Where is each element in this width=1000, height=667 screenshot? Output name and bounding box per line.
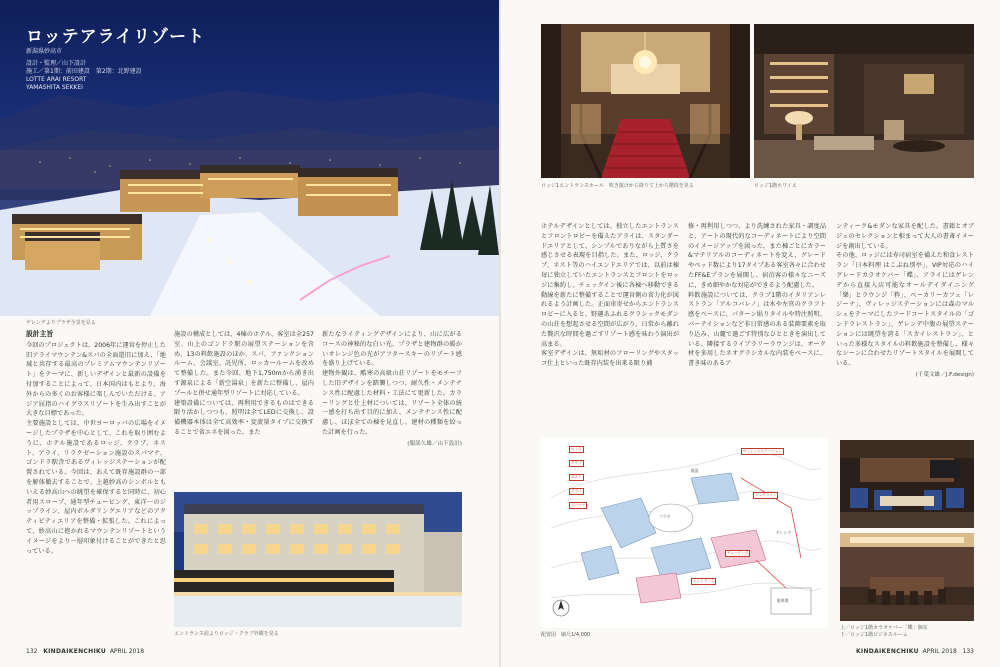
photo-entrance-hall: [541, 24, 750, 178]
paragraph: 建築設備については、再利用できるものはできる限り活かしつつも、照明は全てLEDに交換し、設備機器本体は全て高効率・変流量タイプに交換することで省エネを図った。また: [174, 399, 314, 436]
paragraph: 主要施設としては、中世ヨーロッパの広場をイメージしたプラザを中心として、これを取り囲むように、ホテル施設であるロッジ、クラブ、ネスト、アライ、リラクゼーション施設のスパマナ、ゴンドラ駅舎であるヴィレッジステーションが配置されている。今回は、あえて既存施設群の一部を解体撤去することで、上越妙高のシンボルともいえる妙高山への眺望を確保すると同時に、初心者用スロープ、通年型チュービング、東洋一のジップライン、屋内ボルダリングエリアなどのアクティビティエリアを整備・拡張した。これによって、妙高山に抱かれるマウンテンリゾートというイメージをより一層印象付けることができたと思っている。: [26, 420, 166, 555]
side-caption-top: 上／ロッジ1階カラオケバー「蝶」個室: [840, 625, 928, 631]
plan-label: 既設: [691, 468, 699, 473]
magazine-name: KINDAIKENCHIKU: [43, 648, 106, 655]
photo-illustration: [840, 533, 974, 621]
right-footer: [856, 648, 974, 655]
credit-line: LOTTE ARAI RESORT: [26, 76, 87, 83]
paragraph: 新たなライティングデザインにより、山に広がるコースの神秘的な白い光、プラザと建物群の暖かいオレンジ色の光がアフタースキーのリゾート感を盛り上げている。: [322, 331, 462, 368]
paragraph: その他、ロッジには寿司宿室を備えた和食レストラン「日本料理 はこぶね別亭」、VIP対応のハイグレードカラオケバー「蝶」、アライにはゲレンデから直接入店可能なオールデイダイニング「樂」とラウンジ「粋」、ベーカリーカフェ「レジーナ」、ヴィレッジステーションには森のマルシェをテーマにしたフードコートスタイルの「ゴンドラレストラン」、ゲレンデ中腹の展望ステーションには眺望を誇る「スカイレストラン」、といった多様なスタイルの料飲施設を整備し、様々なシーンに合わせたリゾートスタイルを展開している。: [836, 252, 974, 368]
paragraph: 客室デザインは、無垢材のフローリングやスタッコ仕上といった既存内装を出来る限り補: [541, 350, 679, 368]
credit-line: YAMASHITA SEKKEI: [26, 84, 83, 91]
magazine-name: KINDAIKENCHIKU: [855, 648, 919, 655]
right-column-2: [688, 222, 826, 432]
plan-tag: アライ: [571, 489, 582, 493]
article-credits: [26, 60, 142, 92]
plan-label: 駐車場: [777, 598, 789, 603]
photo-illustration: [541, 24, 750, 178]
paragraph: 料飲施設については、クラブ1階のイタリアンレストラン「アルコバレノ」は木や左官のクラフト感をベースに、パターン貼りタイルや特注照明、パーテイションなど非日常感のある装飾要素を取り込み、山麓で過ごす特別なひとときを演出している。隣接するライブラリーラウンジは、オーク材を多用したネオグラシカルな内装をベースに、書き味のあるア: [688, 291, 826, 368]
paragraph: 施設の構成としては、4棟のホテル、客室は全257室、山上のゴンドラ駅の展望ステーションを含め、13の料飲施設のほか、スパ、ファンクションルーム、会議室、託児所、ロッカールームを改めて整備した。また今回、地下1,750mから湧き出す源泉による「新空湯泉」を新たに整備し、屋内プールと併せ通年型リゾートに対応している。: [174, 331, 314, 397]
plan-tag: ネスト: [571, 475, 582, 479]
article-location: 新潟県妙高市: [26, 48, 63, 55]
left-column-2: [174, 330, 314, 490]
photo2-caption: ロッジ1階ホワイエ: [754, 183, 797, 189]
section-heading: 設計主旨: [26, 330, 54, 338]
paragraph: ンティーク&モダンな家具を配した。書籍とオブジェのセレクションと相まって大人の書斎イメージを創出している。: [836, 223, 974, 250]
plan-tag: チュービング: [727, 551, 749, 555]
plan-tag: ヴィレッジステーション: [743, 449, 782, 453]
site-plan: [541, 438, 828, 628]
page-number: 133: [962, 648, 974, 655]
plan-tag: エントランス: [693, 579, 715, 583]
credit-line: 施工／第1期：前田建設 第2期：北野建設: [26, 68, 142, 75]
photo-lobby-foyer: [754, 24, 974, 178]
right-column-3: [836, 222, 974, 432]
plan-tag: ジップライン: [755, 493, 777, 497]
bottom-photo-caption: エントランス前よりロッジ・クラブ外観を見る: [174, 631, 279, 637]
article-title: ロッテアライリゾート: [26, 27, 206, 47]
north-arrow-icon: [551, 598, 571, 618]
plan-tag: ロッジ: [571, 447, 582, 451]
left-column-3: [322, 330, 462, 490]
paragraph: 修・再利用しつつ、より洗練された家具・調度品と、アートの現代的なコーディネートにより空間のイメージアップを図った。また棟ごとにカラー&マテリアルのコーディネートを変え、グレードやベッド数により17タイプある客室各々に合わせたFF&Eプランを展開し、宿泊客の様々なニーズに、きめ細やかな対応ができるよう配慮した。: [688, 223, 826, 289]
hero-photo-resort-night: [0, 0, 499, 316]
page-gutter: [499, 0, 501, 667]
paragraph: ホテルデザインとしては、独立したエントランスとフロントロビーを備えたアライは、スタンダードエリアとして、シンプルでありながら上質さを感じさせる表現を目指した。また、ロッジ、クラブ、ネスト等のハイエンドエリアでは、以前は棟毎に独立していたエントランスとフロントをロッジに集約し、チェックイン後に各棟へ移動できる動線を新たに整備することで運営側の省力化が図れるよう計画した。正面車寄せからエントランスロビーに入ると、野趣あふれるクラシックモダンの山荘を想起させる空間が広がり、日常から離れた贅沢な時間を過ごすリゾート感を味わう演出が高まる。: [541, 223, 679, 348]
plan-caption: 配置図 縮尺1/4,000: [541, 632, 591, 638]
photo-entrance-exterior: [174, 492, 462, 627]
issue-date: APRIL 2018: [109, 648, 145, 655]
issue-date: APRIL 2018: [922, 648, 957, 655]
photo-karaoke-bar: [840, 440, 974, 528]
right-column-1: [541, 222, 679, 432]
page-number: 132: [26, 648, 38, 655]
plan-label: プラザ: [659, 514, 671, 519]
photo1-caption: ロッジ1エントランスホール 吹き抜けから降りて上から階段を見る: [541, 183, 694, 189]
author-credit: (服部久雄／山下設計): [407, 440, 462, 447]
photo-illustration: [754, 24, 974, 178]
photo-illustration: [840, 440, 974, 528]
hero-illustration: [0, 0, 499, 316]
hero-caption: ゲレンデよりプラザ全景を見る: [26, 320, 96, 326]
credit-line: 設計・監理／山下設計: [26, 60, 87, 67]
left-column-1: [26, 330, 166, 642]
photo-illustration: [174, 492, 462, 627]
plan-label: ゲレンデ: [776, 530, 792, 535]
paragraph: 建物外観は、酷寒の高級山荘リゾートをモチーフした旧デザインを踏襲しつつ、耐久性・メンテナンス性に配慮した材料・工法にて更新した。カラーリングと仕上材については、リゾート全体の統一感を打ち出す目的に加え、メンテナンス性に配慮し、ほぼ全ての棟を見直し、建材の種類を絞った計画を行った。: [322, 370, 462, 436]
paragraph: 今回のプロジェクトは、2006年に運営を停止した旧アライマウンテン&スパの全面還旧に加え、「地域と共存する最高のプレミアムマウンテンリゾート」をテーマに、新しいデザインと最新の設備を付加することによって、日本国内はもとより、海外からの多くのお客様に楽しんでいただける、アジア屈指のハイグラスリゾートを生み出すことが大きな目標であった。: [26, 341, 166, 418]
author-credit: (千葉文雄／J.F.design): [915, 371, 974, 378]
photo-business-room: [840, 533, 974, 621]
side-caption-bottom: 下／ロッジ1階ビジネスルーム: [840, 632, 908, 638]
plan-tag: スパマナ: [571, 503, 586, 507]
plan-tag: クラブ: [571, 461, 582, 465]
left-footer: [26, 648, 144, 655]
